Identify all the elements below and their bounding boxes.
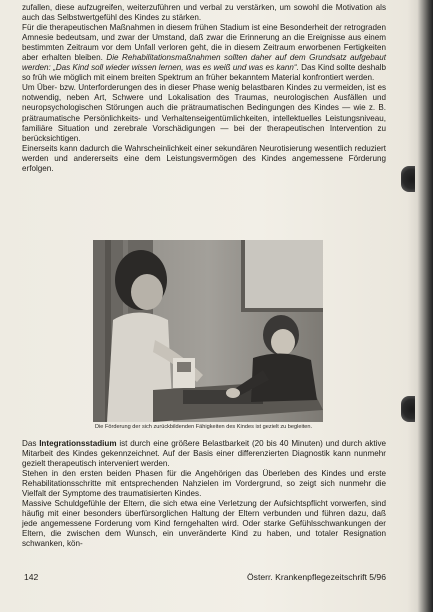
- punch-hole: [401, 166, 415, 192]
- punch-hole: [401, 396, 415, 422]
- photo-child-therapy: [93, 240, 323, 422]
- paragraph: Für die therapeutischen Maßnahmen in diesem frühen Stadium ist eine Besonderheit der retrograden Amnesie bedeutsam, und zwar der Umstand, daß zwar die Erinnerung an die Ereignisse aus einem bestimmten Zeitraum vor dem Unfall verloren geht, die in diesem Zeitraum erworbenen Fertigkeiten aber erhalten bleiben. Die Rehabilitationsmaßnahmen sollten daher auf dem Grundsatz aufgebaut werden: „Das Kind soll wieder wissen lernen, was es weiß und was es kann“. Das Kind sollte deshalb so früh wie möglich mit einem breiten Spektrum an früher bekanntem Material konfrontiert werden.: [22, 23, 387, 83]
- section-term: Integrationsstadium: [39, 439, 117, 448]
- body-text-top: [22, 3, 386, 174]
- binder-edge-shadow: [407, 0, 433, 612]
- paragraph: Einerseits kann dadurch die Wahrscheinlichkeit einer sekundären Neurotisierung wesentlich reduziert werden und andererseits eine dem Leistungsvermögen des Kindes angemessene Förderung erfolgen.: [22, 143, 386, 173]
- page-footer: [22, 572, 386, 584]
- paragraph: Massive Schuldgefühle der Eltern, die sich etwa eine Verletzung der Aufsichtspflicht vorwerfen, sind häufig mit einer besonders überfürsorglichen Haltung der Eltern verbunden und führen dazu, daß jede angemessene Forderung vom Kind ferngehalten wird. Oder starke Gefühlsschwankungen der Eltern, die zwischen dem Wunsch, ein unveränderte Kind zu haben, und totaler Resignation schwanken, kön-: [22, 499, 386, 549]
- photo-caption: Die Förderung der sich zurückbildenden Fähigkeiten des Kindes ist gezielt zu begleiten.: [95, 424, 313, 430]
- photo-illustration: [93, 240, 323, 422]
- paragraph: Um Über- bzw. Unterforderungen des in dieser Phase wenig belastbaren Kindes zu vermeiden, ist es notwendig, neben Art, Schwere und Lokalisation des Traumas, neurologischen Ausfällen und neuropsychologischen Störungen auch die prätraumatischen Bedingungen des Kindes — wie z. B. prätraumatische Persönlichkeits- und Verhaltenseigentümlichkeiten, intellektuelles Leistungsniveau, familiäre Situation und zerebrale Vorschädigungen — bei der therapeutischen Intervention zu berücksichtigen.: [22, 83, 386, 143]
- paragraph: Das Integrationsstadium ist durch eine größere Belastbarkeit (20 bis 40 Minuten) und durch aktive Mitarbeit des Kindes gekennzeichnet. Auf der Basis einer differenzierten Diagnostik kann nunmehr gezielt therapeutisch interveniert werden.: [22, 439, 387, 469]
- page-number: 142: [24, 572, 39, 582]
- body-text-bottom: [22, 439, 386, 550]
- journal-reference: Österr. Krankenpflegezeitschrift 5/96: [246, 572, 386, 582]
- paragraph: Stehen in den ersten beiden Phasen für die Angehörigen das Überleben des Kindes und erste Rehabilitationsschritte mit entsprechenden Nahzielen im Vordergrund, so zeigt sich nunmehr die Vielfalt der Symptome des traumatisierten Kindes.: [22, 469, 386, 499]
- paragraph: zufallen, diese aufzugreifen, weiterzuführen und verbal zu verstärken, um sowohl die Motivation als auch das Selbstwertgefühl des Kindes zu stärken.: [22, 3, 386, 23]
- emphasis-text: Die Rehabilitationsmaßnahmen sollten daher auf dem Grundsatz aufgebaut werden: „Das Kind soll wieder wissen lernen, was es weiß und was es kann“.: [22, 53, 387, 73]
